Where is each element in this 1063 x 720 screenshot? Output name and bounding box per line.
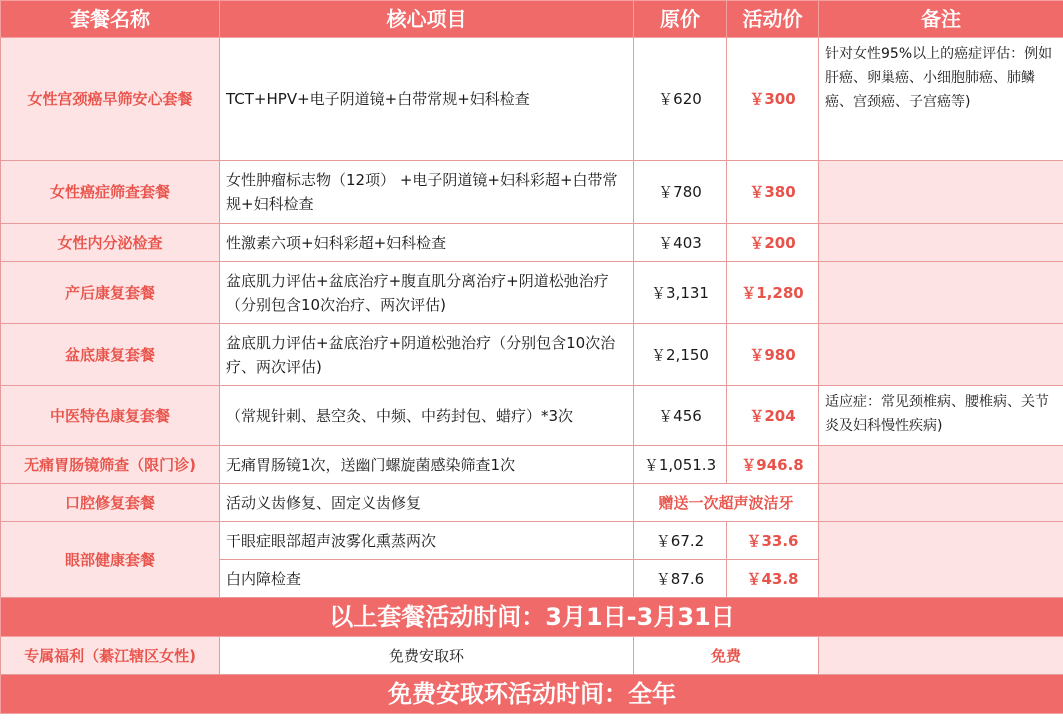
package-items: 活动义齿修复、固定义齿修复 [220,484,634,522]
package-note: 适应症：常见颈椎病、腰椎病、关节炎及妇科慢性疾病) [819,386,1063,446]
package-items: （常规针刺、悬空灸、中频、中药封包、蜡疗）*3次 [220,386,634,446]
table-row [1,522,1063,560]
original-price: ￥1,051.3 [634,446,727,484]
table-row [1,161,1063,224]
original-price: ￥67.2 [634,522,727,560]
package-items: 性激素六项+妇科彩超+妇科检查 [220,224,634,262]
package-name: 女性癌症筛查套餐 [1,161,220,224]
package-items: 盆底肌力评估+盆底治疗+阴道松弛治疗（分别包含10次治疗、两次评估) [220,324,634,386]
original-price: ￥456 [634,386,727,446]
package-note [819,522,1063,598]
promo-price: ￥946.8 [727,446,819,484]
header-original: 原价 [634,1,727,38]
promo-price: ￥380 [727,161,819,224]
promo-price: ￥204 [727,386,819,446]
promo-price: ￥980 [727,324,819,386]
original-price: ￥780 [634,161,727,224]
package-items: 无痛胃肠镜1次，送幽门螺旋菌感染筛查1次 [220,446,634,484]
activity-period-banner [1,598,1063,637]
package-note [819,324,1063,386]
package-name: 产后康复套餐 [1,262,220,324]
header-items: 核心项目 [220,1,634,38]
package-items: 白内障检查 [220,560,634,598]
package-note: 针对女性95%以上的癌症评估：例如肝癌、卵巢癌、小细胞肺癌、肺鳞癌、宫颈癌、子宫癌等) [819,38,1063,161]
promo-price: ￥43.8 [727,560,819,598]
package-name: 口腔修复套餐 [1,484,220,522]
package-note [819,262,1063,324]
table-row [1,38,1063,161]
package-note [819,446,1063,484]
package-items: 女性肿瘤标志物（12项） +电子阴道镜+妇科彩超+白带常规+妇科检查 [220,161,634,224]
package-name: 无痛胃肠镜筛查（限门诊) [1,446,220,484]
header-name: 套餐名称 [1,1,220,38]
table-row [1,262,1063,324]
package-items: TCT+HPV+电子阴道镜+白带常规+妇科检查 [220,38,634,161]
package-name: 盆底康复套餐 [1,324,220,386]
benefit-price: 免费 [634,637,819,675]
table-row [1,324,1063,386]
original-price: ￥403 [634,224,727,262]
package-name: 中医特色康复套餐 [1,386,220,446]
package-note [819,161,1063,224]
package-note [819,224,1063,262]
promo-price: ￥200 [727,224,819,262]
package-note [819,484,1063,522]
package-name: 眼部健康套餐 [1,522,220,598]
benefit-row [1,637,1063,675]
promo-price: ￥300 [727,38,819,161]
table-row [1,224,1063,262]
activity-period-text: 以上套餐活动时间：3月1日-3月31日 [1,598,1063,637]
package-items: 干眼症眼部超声波雾化熏蒸两次 [220,522,634,560]
free-iud-text: 免费安取环活动时间：全年 [1,675,1063,714]
header-note: 备注 [819,1,1063,38]
promo-price: ￥1,280 [727,262,819,324]
package-name: 女性内分泌检查 [1,224,220,262]
benefit-name: 专属福利（綦江辖区女性) [1,637,220,675]
package-name: 女性宫颈癌早筛安心套餐 [1,38,220,161]
package-items: 盆底肌力评估+盆底治疗+腹直肌分离治疗+阴道松弛治疗（分别包含10次治疗、两次评估) [220,262,634,324]
table-row [1,446,1063,484]
benefit-note [819,637,1063,675]
original-price: ￥87.6 [634,560,727,598]
table-header [1,1,1063,38]
free-iud-banner [1,675,1063,714]
promo-price: ￥33.6 [727,522,819,560]
benefit-items: 免费安取环 [220,637,634,675]
table-row [1,484,1063,522]
original-price: ￥2,150 [634,324,727,386]
gift-text: 赠送一次超声波洁牙 [634,484,819,522]
original-price: ￥3,131 [634,262,727,324]
header-promo: 活动价 [727,1,819,38]
original-price: ￥620 [634,38,727,161]
table-row [1,386,1063,446]
